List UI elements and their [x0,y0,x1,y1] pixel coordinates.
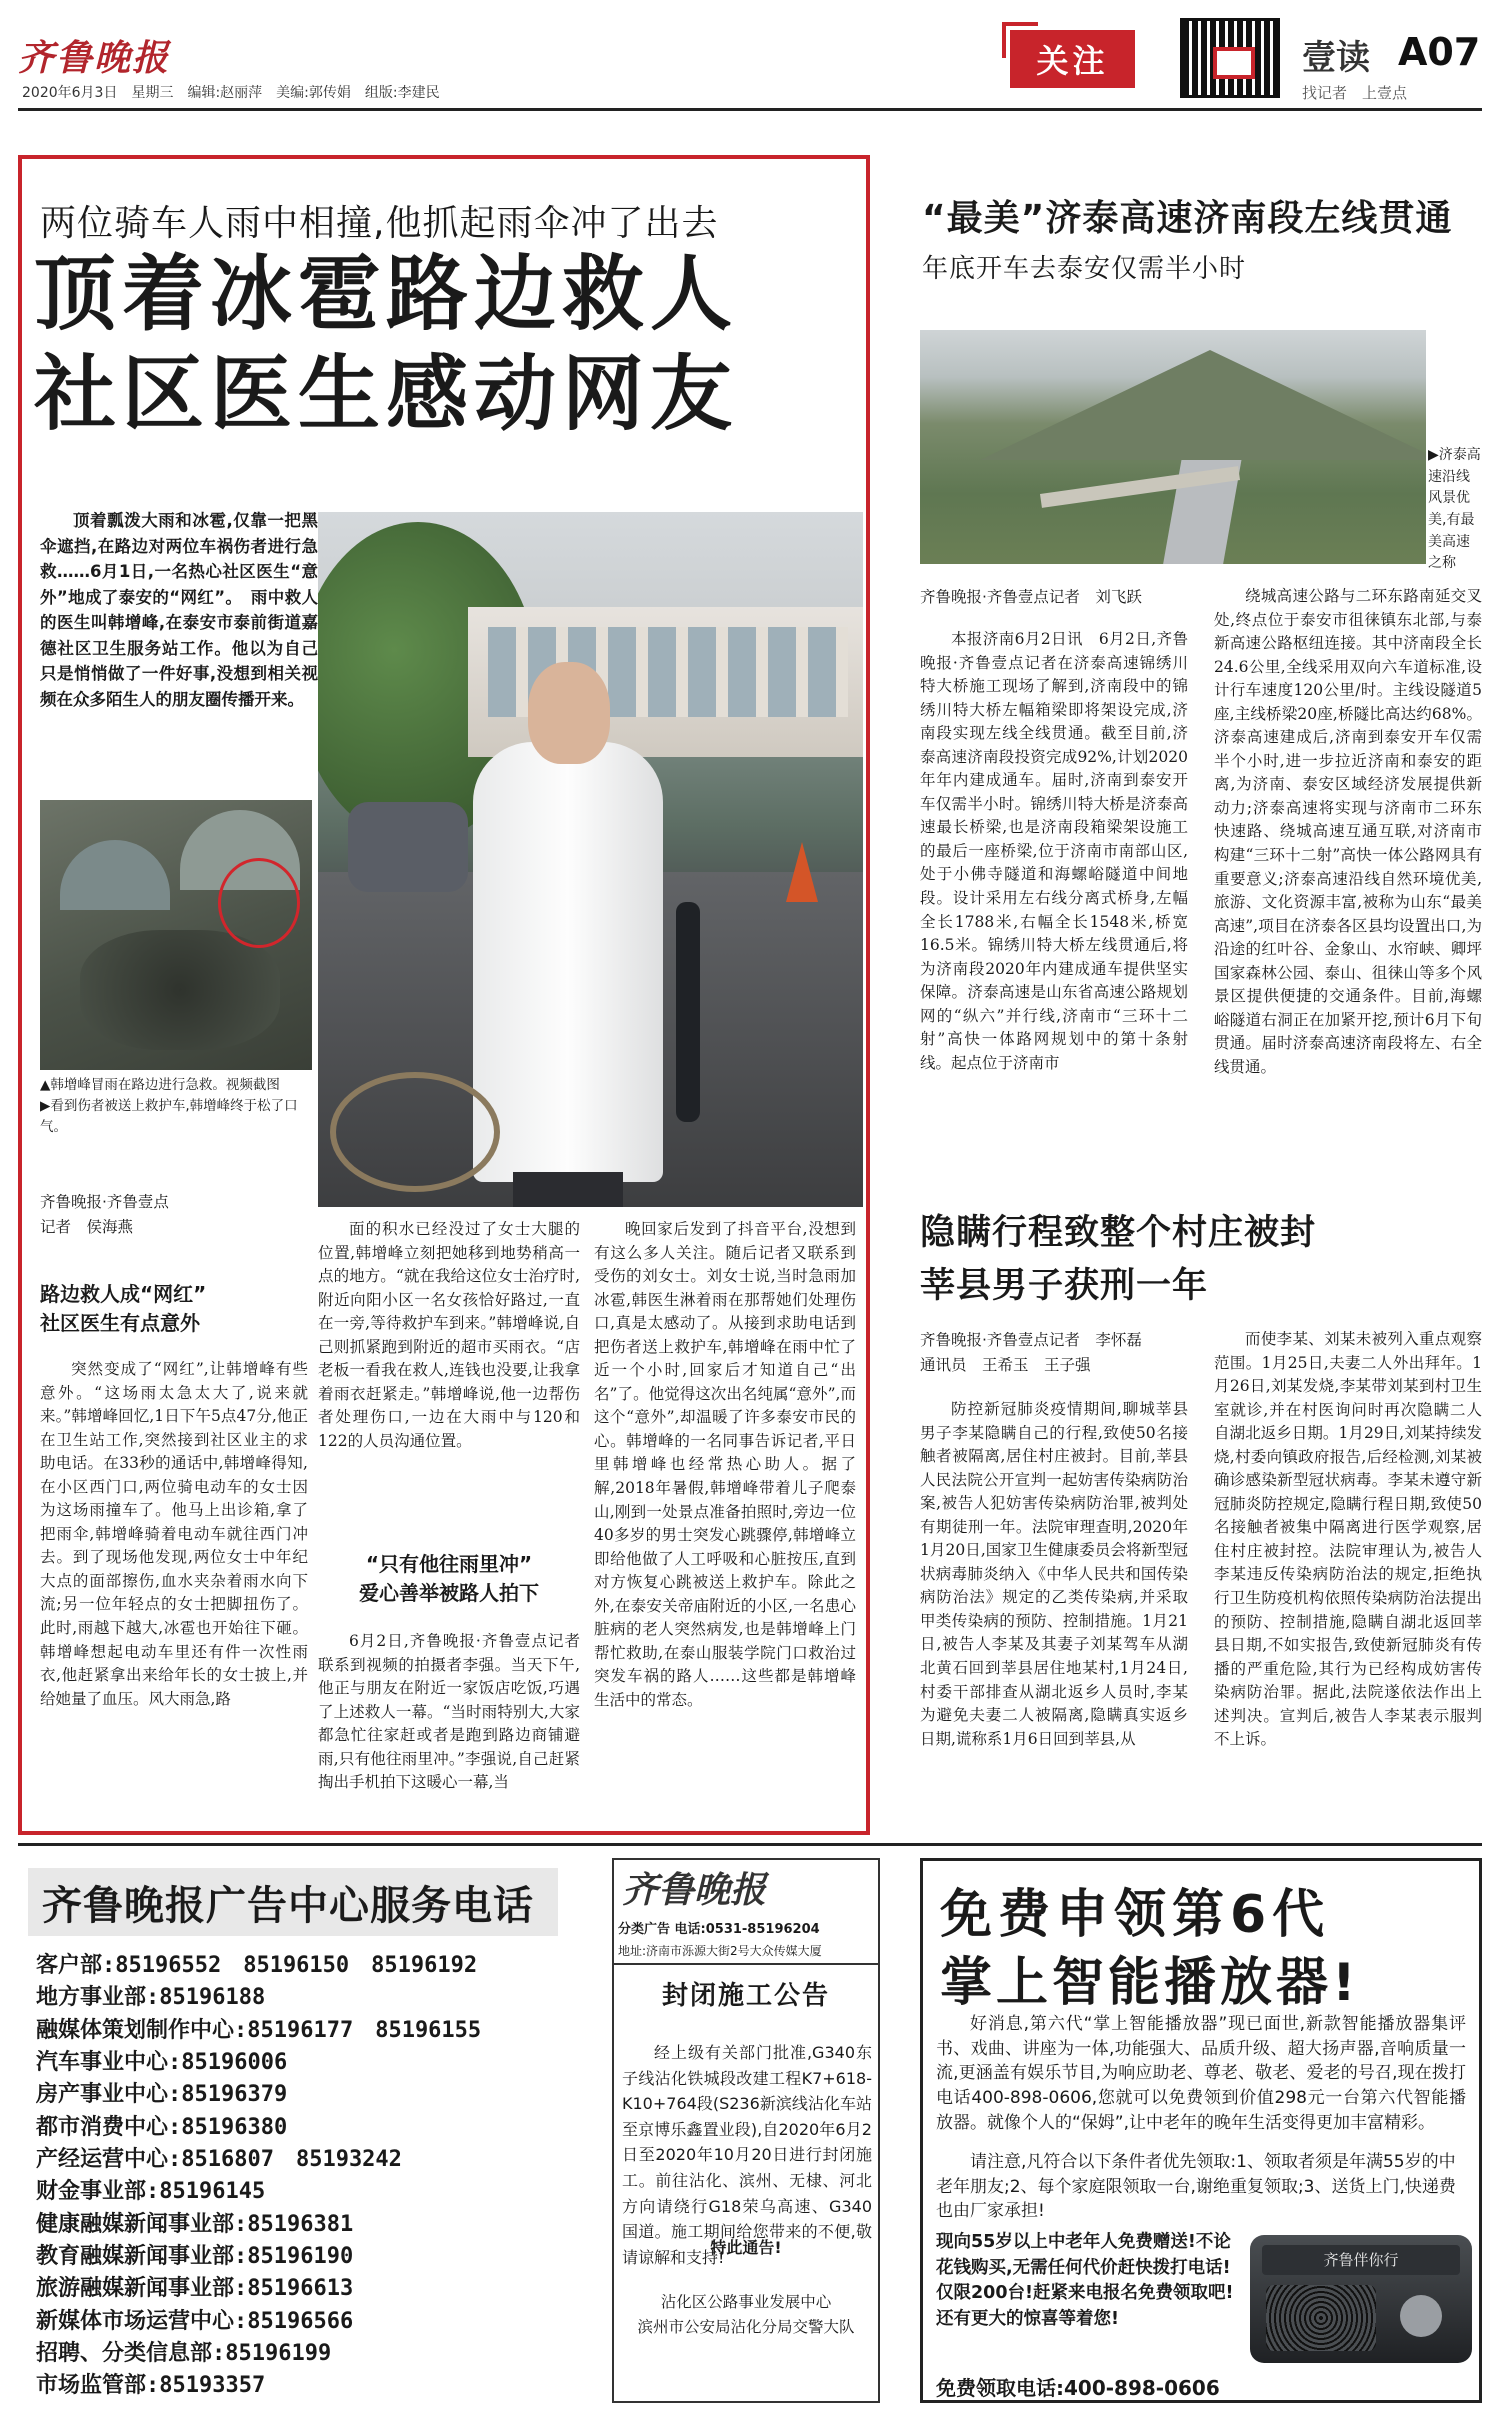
highway-photo [920,330,1426,564]
phone-row: 融媒体策划制作中心:85196177 85196155 [36,2017,482,2043]
photo-bicycle [330,1072,500,1192]
highway-body-column-2: 绕城高速公路与二环东路南延交叉处,终点位于泰安市徂徕镇东北部,与泰新高速公路枢纽连接。其中济南段全长24.6公里,全线采用双向六车道标准,设计行车速度120公里/时。主线设隧道5座,主线桥梁20座,桥隧比高达约68%。济泰高速建成后,济南到泰安开车仅需半个小时,进一步拉近济南和泰安的距离,为济南、泰安区域经济发展提供新动力;济泰高速将实现与济南市二环东快速路、绕城高速互通互联,对济南市构建“三环十二射”高快一体公路网具有重要意义;济泰高速沿线自然环境优美,旅游、文化资源丰富,被称为山东“最美高速”,项目在济泰各区县均设置出口,为沿途的红叶谷、金象山、水帘峡、卿坪国家森林公园、泰山、徂徕山等多个风景区提供便捷的交通条件。目前,海螺峪隧道右洞正在加紧开挖,预计6月下旬贯通。届时济泰高速济南段将左、右全线贯通。 [1214,587,1482,1076]
main-body-column-3: 晚回家后发到了抖音平台,没想到有这么多人关注。随后记者又联系到受伤的刘女士。刘女士说,当时急雨加冰雹,韩医生淋着雨在那帮她们处理伤口,真是太感动了。从接到求助电话到把伤者送上救护车,韩增峰在雨中忙了近一个小时,回家后才知道自己“出名”了。他觉得这次出名纯属“意外”,而这个“意外”,却温暖了许多泰安市民的心。韩增峰的一名同事告诉记者,平日里韩增峰也经常热心助人。据了解,2018年暑假,韩增峰带着儿子爬泰山,刚到一处景点准备拍照时,旁边一位40多岁的男士突发心跳骤停,韩增峰立即给他做了人工呼吸和心脏按压,直到对方恢复心跳被送上救护车。除此之外,在泰安关帝庙附近的小区,一名患心脏病的老人突然病发,也是韩增峰上门帮忙救助,在泰山服装学院门口救治过突发车祸的路人……这些都是韩增峰生活中的常态。 [594,1220,856,1709]
ad-phone-directory-title: 齐鲁晚报广告中心服务电话 [28,1868,558,1936]
radio-display-label: 齐鲁伴你行 [1262,2245,1460,2275]
court-story-title-line-2: 莘县男子获刑一年 [920,1266,1209,1306]
highway-photo-caption: ▶济泰高速沿线风景优美,有最美高速之称 [1428,447,1481,572]
main-body-column-1: 突然变成了“网红”,让韩增峰有些意外。“这场雨太急太大了,说来就来。”韩增峰回忆,1日下午5点47分,他正在卫生站工作,突然接到社区业主的求助电话。在33秒的通话中,韩增峰得知,在小区西门口,两位骑电动车的女士因为这场雨撞车了。他马上出诊箱,拿了把雨伞,韩增峰骑着电动车就往西门冲去。到了现场他发现,两位女士中年纪大点的面部擦伤,血水夹杂着雨水向下流;另一位年轻点的女士把脚扭伤了。此时,雨越下越大,冰雹也开始往下砸。韩增峰想起电动车里还有件一次性雨衣,他赶紧拿出来给年长的女士披上,并给她量了血压。风大雨急,路 [40,1360,308,1708]
header-divider [18,108,1482,111]
radio-knob-icon [1400,2295,1442,2337]
photo-mountain [980,350,1426,460]
court-story-byline: 齐鲁晚报·齐鲁壹点记者 李怀磊 通讯员 王希玉 王子强 [920,1331,1142,1374]
phone-row: 旅游融媒新闻事业部:85196613 [36,2276,354,2302]
highway-story-subtitle: 年底开车去泰安仅需半小时 [922,254,1247,284]
main-headline-line-2: 社区医生感动网友 [34,347,739,442]
radio-speaker-icon [1266,2285,1376,2351]
ad-radio-conditions: 请注意,凡符合以下条件者优先领取:1、领取者须是年满55岁的中老年朋友;2、每个家庭限领取一台,谢绝重复领取;3、送货上门,快递费也由厂家承担! [936,2152,1456,2222]
section-label: 壹读 [1302,38,1370,78]
ad-radio-phone[interactable]: 免费领取电话:400-898-0606 [936,2376,1220,2400]
ad-notice-address: 地址:济南市泺源大街2号大众传媒大厦 [614,1942,878,1965]
court-body-column-1: 防控新冠肺炎疫情期间,聊城莘县男子李某隐瞒自己的行程,致使50名接触者被隔离,居住村庄被封。目前,莘县人民法院公开宣判一起妨害传染病防治案,被告人犯妨害传染病防治罪,被判处有期徒刑一年。法院审理查明,2020年1月20日,国家卫生健康委员会将新型冠状病毒肺炎纳入《中华人民共和国传染病防治法》规定的乙类传染病,并采取甲类传染病的预防、控制措施。1月21日,被告人李某及其妻子刘某驾车从湖北黄石回到莘县居住地某村,1月24日,村委干部排查从湖北返乡人员时,李某为避免夫妻二人被隔离,隐瞒真实返乡日期,谎称系1月6日回到莘县,从 [920,1400,1188,1748]
main-lead-paragraph: 顶着瓢泼大雨和冰雹,仅靠一把黑伞遮挡,在路边对两位车祸伤者进行急救……6月1日,一名热心社区医生“意外”地成了泰安的“网红”。 雨中救人的医生叫韩增峰,在泰安市泰前街道嘉德社区卫生服务站工作。他以为自己只是悄悄做了一件好事,没想到相关视频在众多陌生人的朋友圈传播开来。 [40,511,318,709]
radio-player-image [1250,2235,1472,2363]
inset-caption-line-2: ▶看到伤者被送上救护车,韩增峰终于松了口气。 [40,1097,298,1135]
phone-row: 财金事业部:85196145 [36,2179,266,2205]
photo-doctor-legs [513,1172,623,1207]
phone-row: 汽车事业中心:85196006 [36,2049,288,2075]
section-badge: 关注 [1010,30,1135,88]
phone-row: 客户部:85196552 85196150 85196192 [36,1953,478,1978]
main-headline-line-1: 顶着冰雹路边救人 [34,247,739,342]
photo-doctor-head [528,662,610,764]
ad-notice-body: 经上级有关部门批准,G340东子线沾化铁城段改建工程K7+618-K10+764段(S236新滨线沾化车站至京博乐鑫置业段),自2020年6月2日至2020年10月20日进行封闭施工。前往沾化、滨州、无棣、河北方向请绕行G18荣乌高速、G340国道。施工期间给您带来的不便,敬请谅解和支持! [622,2043,872,2267]
photo-scooter [348,802,468,892]
highway-story-title: “最美”济泰高速济南段左线贯通 [922,198,1453,239]
main-body-column-2b: 6月2日,齐鲁晚报·齐鲁壹点记者联系到视频的拍摄者李强。当天下午,他正与朋友在附近一家饭店吃饭,巧遇了上述救人一幕。“当时雨特别大,大家都急忙往家赶或者是跑到路边商铺避雨,只有他往雨里冲。”李强说,自己赶紧掏出手机拍下这暖心一幕,当 [318,1632,580,1792]
header-slogan: 找记者 上壹点 [1302,84,1408,102]
header-date-line: 2020年6月3日 星期三 编辑:赵丽萍 美编:郭传娟 组版:李建民 [22,85,440,101]
ad-notice-closing: 特此通告! [710,2238,782,2257]
phone-row: 招聘、分类信息部:85196199 [36,2340,332,2366]
court-story-title-line-1: 隐瞒行程致整个村庄被封 [920,1213,1317,1253]
ad-notice-logo: 齐鲁晚报 [622,1869,767,1911]
main-kicker: 两位骑车人雨中相撞,他抓起雨伞冲了出去 [40,203,719,244]
ad-radio-body: 好消息,第六代“掌上智能播放器”现已面世,新款智能播放器集评书、戏曲、讲座为一体,功能强大、品质升级、超大扬声器,音响质量一流,更涵盖有娱乐节目,为响应助老、尊老、敬老、爱老的号召,现在拨打电话400-898-0606,您就可以免费领到价值298元一台第六代智能播放器。就像个人的“保姆”,让中老年的晚年生活变得更加丰富精彩。 [936,2014,1466,2133]
ad-notice-title: 封闭施工公告 [661,1981,830,2011]
qr-code-icon[interactable] [1180,18,1280,98]
main-subheading-2: “只有他往雨里冲” 爱心善举被路人拍下 [359,1552,539,1605]
inset-photo-caption [40,1075,312,1138]
ad-radio-title-line-1: 免费申领第6代 [940,1885,1331,1945]
phone-row: 房产事业中心:85196379 [36,2082,288,2108]
ad-notice-hotline: 分类广告 电话:0531-85196204 [618,1922,820,1937]
main-body-column-2: 面的积水已经没过了女士大腿的位置,韩增峰立刻把她移到地势稍高一点的地方。“就在我给这位女士治疗时,附近向阳小区一名女孩恰好路过,一直在一旁,等待救护车到来。”韩增峰说,自己则抓紧跑到附近的超市买雨衣。“店老板一看我在救人,连钱也没要,让我拿着雨衣赶紧走。”韩增峰说,他一边帮伤者处理伤口,一边在大雨中与120和122的人员沟通位置。 [318,1220,580,1450]
main-photo-doctor [318,512,863,1207]
photo-umbrella [676,902,700,1122]
page-number: A07 [1398,30,1481,74]
masthead-logo: 齐鲁晚报 [18,37,171,79]
phone-row: 产经运营中心:8516807 85193242 [36,2146,402,2172]
highway-body-column-1: 本报济南6月2日讯 6月2日,齐鲁晚报·齐鲁壹点记者在济泰高速锦绣川特大桥施工现场了解到,济南段中的锦绣川特大桥左幅箱梁即将架设完成,济南段实现左线全线贯通。截至目前,济泰高速济南段投资完成92%,计划2020年年内建成通车。届时,济南到泰安开车仅需半小时。锦绣川特大桥是济泰高速最长桥梁,也是济南段箱梁架设施工的最后一座桥梁,位于济南市南部山区,处于小佛寺隧道和海螺峪隧道中间地段。设计采用左右线分离式桥身,左幅全长1788米,右幅全长1548米,桥宽16.5米。锦绣川特大桥左线贯通后,将为济南段2020年内建成通车提供坚实保障。济泰高速是山东省高速公路规划网的“纵六”并行线,济南市“三环十二射”高快一体路网规划中的第十条射线。起点位于济南市 [920,630,1188,1072]
photo-traffic-cone [786,842,818,902]
ad-radio-free-offer: 现向55岁以上中老年人免费赠送!不论花钱购买,无需任何代价赶快拨打电话!仅限200台!赶紧来电报名免费领取吧!还有更大的惊喜等着您! [936,2232,1234,2330]
ad-phone-directory-list [36,1950,566,2403]
phone-row: 健康融媒新闻事业部:85196381 [36,2211,354,2237]
inset-caption-line-1: ▲韩增峰冒雨在路边进行急救。视频截图 [40,1077,280,1093]
phone-row: 新媒体市场运营中心:85196566 [36,2308,354,2334]
inset-highlight-circle [218,858,300,948]
ad-radio-title-line-2: 掌上智能播放器! [940,1953,1360,2013]
phone-row: 都市消费中心:85196380 [36,2114,288,2140]
inset-umbrella-left [60,840,170,910]
inset-photo-rescue [40,800,312,1070]
ad-section-divider [18,1843,1482,1846]
phone-row: 地方事业部:85196188 [36,1985,266,2011]
photo-building [468,607,863,757]
ad-notice-signer: 沾化区公路事业发展中心 滨州市公安局沾化分局交警大队 [637,2293,855,2336]
phone-row: 教育融媒新闻事业部:85196190 [36,2243,354,2269]
main-byline: 齐鲁晚报·齐鲁壹点 记者 侯海燕 [40,1193,169,1236]
photo-doctor-coat [473,742,663,1182]
highway-story-byline: 齐鲁晚报·齐鲁壹点记者 刘飞跃 [920,588,1142,606]
inset-people [80,930,280,1050]
main-subheading-1: 路边救人成“网红” 社区医生有点意外 [40,1282,207,1335]
court-body-column-2: 而使李某、刘某未被列入重点观察范围。1月25日,夫妻二人外出拜年。1月26日,刘某发烧,李某带刘某到村卫生室就诊,并在村医询问时再次隐瞒二人自湖北返乡日期。1月29日,刘某持续发烧,村委向镇政府报告,后经检测,刘某被确诊感染新型冠状病毒。李某未遵守新冠肺炎防控规定,隐瞒行程日期,致使50名接触者被集中隔离进行医学观察,居住村庄被封控。法院审理认为,被告人李某违反传染病防治法的规定,拒绝执行卫生防疫机构依照传染病防治法提出的预防、控制措施,隐瞒自湖北返回莘县日期,不如实报告,致使新冠肺炎有传播的严重危险,其行为已经构成妨害传染病防治罪。据此,法院遂依法作出上述判决。宣判后,被告人李某表示服判不上诉。 [1214,1330,1482,1749]
phone-row: 市场监管部:85193357 [36,2373,266,2399]
